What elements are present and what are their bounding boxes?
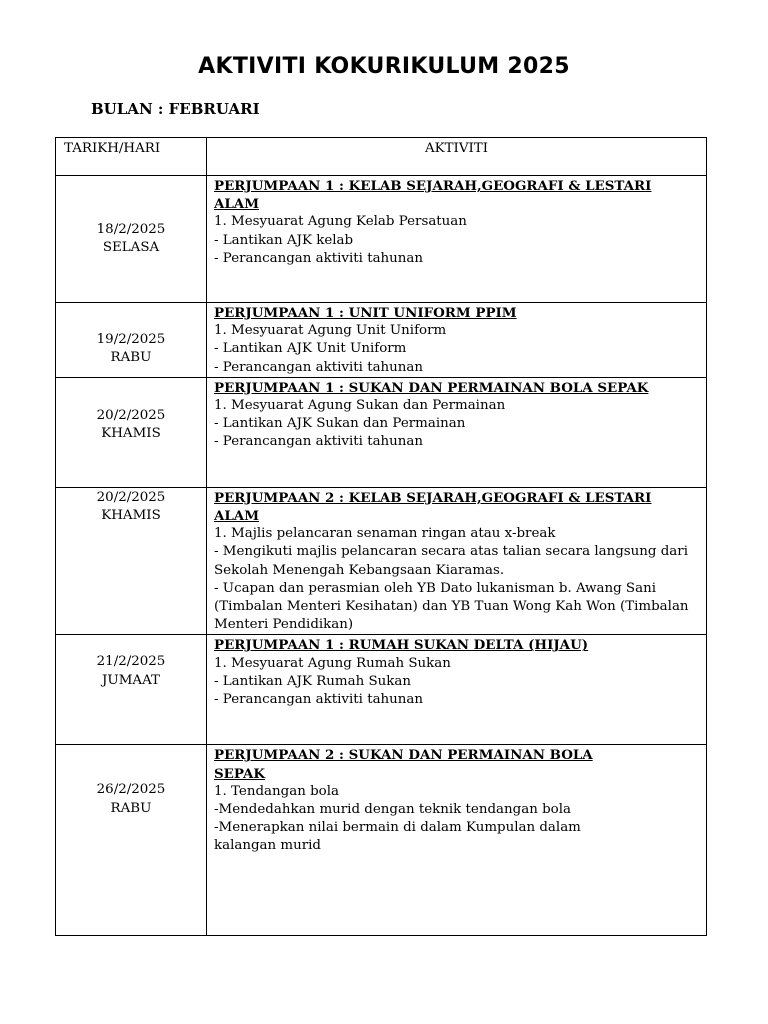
meeting-heading: PERJUMPAAN 1 : UNIT UNIFORM PPIM — [214, 305, 517, 321]
table-row — [56, 745, 707, 936]
activity-line: -Mendedahkan murid dengan teknik tendangan bola — [214, 802, 571, 818]
date-text: 18/2/2025 — [96, 221, 166, 237]
date-cell — [56, 487, 207, 635]
activity-cell — [207, 635, 707, 745]
activity-cell — [207, 377, 707, 487]
day-text: KHAMIS — [101, 426, 161, 442]
activity-line: - Lantikan AJK Rumah Sukan — [214, 673, 412, 689]
activity-line: 1. Mesyuarat Agung Rumah Sukan — [214, 655, 451, 671]
date-cell — [56, 745, 207, 936]
activity-table — [55, 137, 707, 936]
activity-line: - Perancangan aktiviti tahunan — [214, 250, 424, 266]
activity-line: - Lantikan AJK Sukan dan Permainan — [214, 416, 466, 432]
table-row — [56, 635, 707, 745]
activity-line: 1. Mesyuarat Agung Kelab Persatuan — [214, 214, 467, 230]
date-text: 26/2/2025 — [96, 782, 166, 798]
meeting-heading: PERJUMPAAN 1 : SUKAN DAN PERMAINAN BOLA SEPAK — [214, 379, 649, 396]
month-label: BULAN : FEBRUARI — [91, 100, 260, 118]
meeting-heading: PERJUMPAAN 2 : KELAB SEJARAH,GEOGRAFI & LESTARI ALAM — [214, 489, 652, 525]
date-text: 19/2/2025 — [96, 332, 166, 347]
activity-line: - Perancangan aktiviti tahunan — [214, 434, 424, 450]
day-text: SELASA — [102, 240, 160, 255]
table-row — [56, 377, 707, 487]
date-cell — [56, 635, 207, 745]
table-row — [56, 303, 707, 378]
table-row — [56, 487, 707, 635]
meeting-heading: PERJUMPAAN 2 : SUKAN DAN PERMAINAN BOLA SEPAK — [214, 747, 593, 782]
activity-line: - Mengikuti majlis pelancaran secara atas talian secara langsung dari Sekolah Menengah Kebangsaan Kiaramas. — [214, 544, 688, 578]
header-date-day: TARIKH/HARI — [56, 138, 207, 176]
meeting-heading: PERJUMPAAN 1 : KELAB SEJARAH,GEOGRAFI & LESTARI ALAM — [214, 178, 652, 213]
meeting-heading: PERJUMPAAN 1 : RUMAH SUKAN DELTA (HIJAU) — [214, 637, 589, 654]
activity-cell — [207, 303, 707, 378]
activity-line: - Ucapan dan perasmian oleh YB Dato lukanisman b. Awang Sani (Timbalan Menteri Kesihatan) dan YB Tuan Wong Kah Won (Timbalan Menteri Pendidikan) — [214, 580, 689, 633]
table-header-row — [56, 138, 707, 176]
activity-line: 1. Mesyuarat Agung Sukan dan Permainan — [214, 398, 506, 414]
activity-line: -Menerapkan nilai bermain di dalam Kumpulan dalam kalangan murid — [214, 820, 581, 854]
day-text: JUMAAT — [102, 672, 160, 688]
date-text: 20/2/2025 — [96, 489, 166, 505]
activity-line: 1. Mesyuarat Agung Unit Uniform — [214, 323, 447, 339]
date-cell — [56, 303, 207, 378]
day-text: RABU — [110, 800, 152, 816]
date-cell — [56, 176, 207, 303]
date-text: 20/2/2025 — [96, 407, 166, 423]
day-text: RABU — [110, 350, 152, 366]
document-title: AKTIVITI KOKURIKULUM 2025 — [198, 54, 570, 79]
activity-line: - Perancangan aktiviti tahunan — [214, 359, 424, 375]
activity-cell — [207, 176, 707, 303]
activity-line: - Perancangan aktiviti tahunan — [214, 692, 424, 708]
day-text: KHAMIS — [101, 508, 161, 524]
activity-cell — [207, 487, 707, 635]
date-text: 21/2/2025 — [96, 654, 166, 670]
header-activity: AKTIVITI — [207, 138, 707, 176]
activity-line: - Lantikan AJK kelab — [214, 232, 354, 248]
activity-line: 1. Majlis pelancaran senaman ringan atau x-break — [214, 526, 556, 542]
activity-line: - Lantikan AJK Unit Uniform — [214, 341, 407, 357]
table-row — [56, 176, 707, 303]
activity-cell — [207, 745, 707, 936]
activity-line: 1. Tendangan bola — [214, 783, 339, 799]
date-cell — [56, 377, 207, 487]
